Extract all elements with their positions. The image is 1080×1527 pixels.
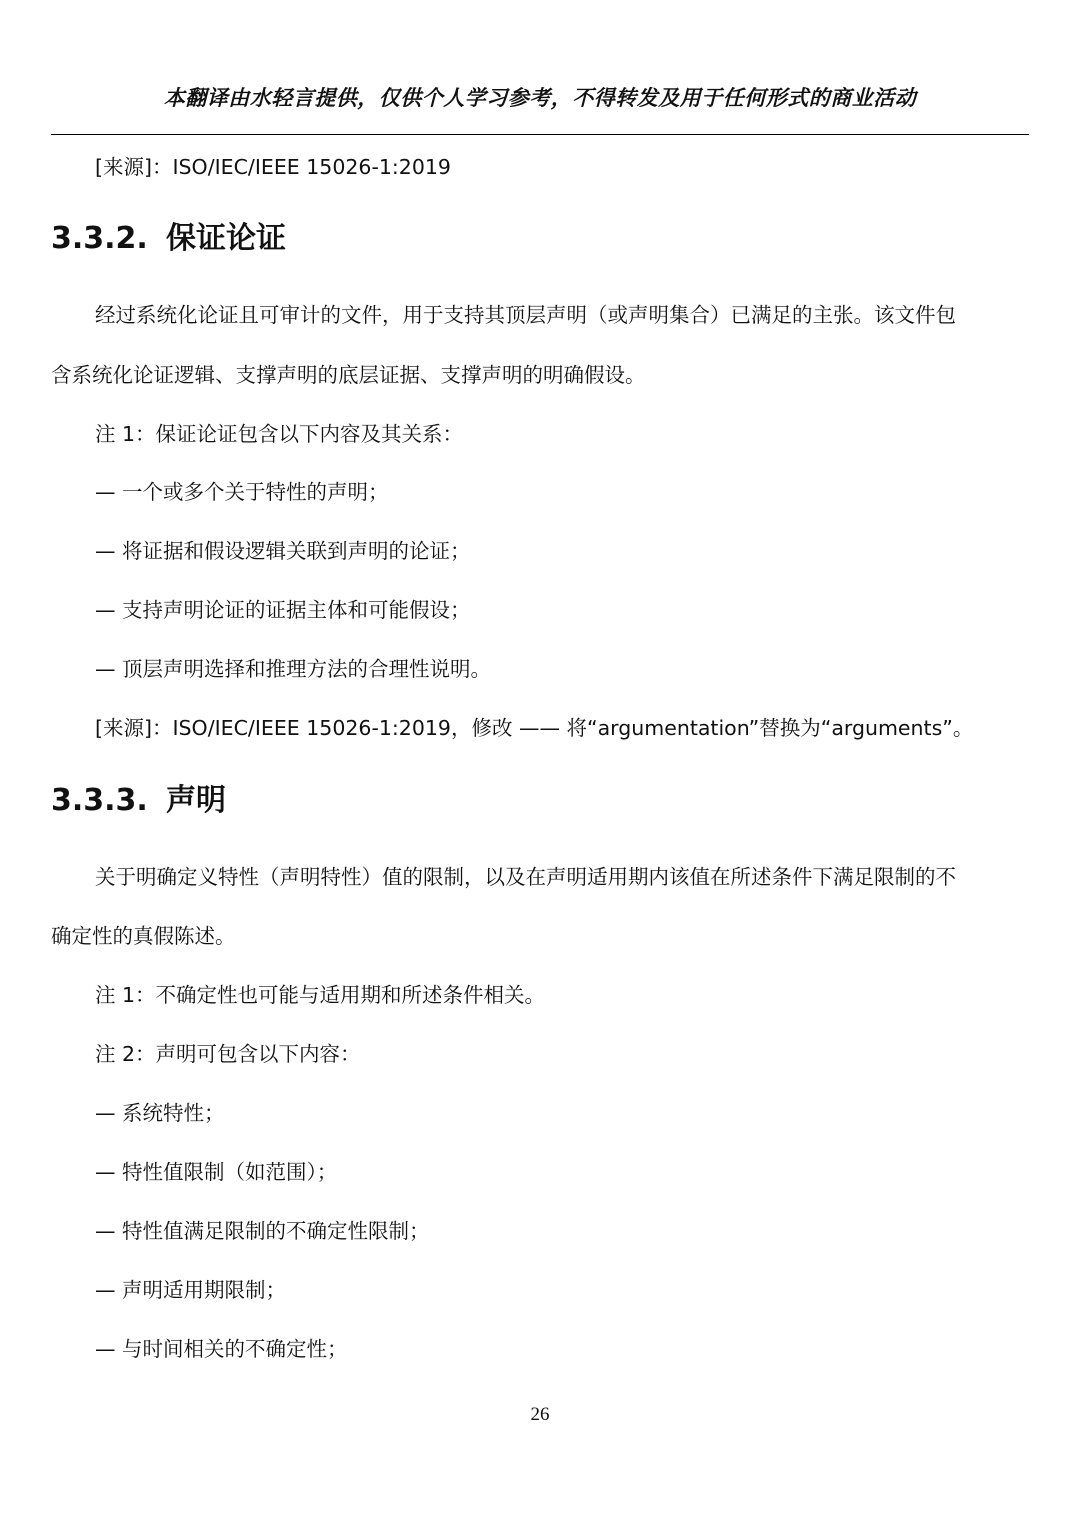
list-item: — 顶层声明选择和推理方法的合理性说明。 [95, 657, 492, 681]
section-heading-3-3-2 [51, 219, 286, 259]
source-reference: [来源]：ISO/IEC/IEEE 15026-1:2019 [95, 155, 451, 179]
definition-paragraph-line: 关于明确定义特性（声明特性）值的限制，以及在声明适用期内该值在所述条件下满足限制的不 [95, 865, 956, 889]
list-item: — 支持声明论证的证据主体和可能假设； [95, 598, 471, 622]
section-number: 3.3.3. [51, 783, 148, 818]
list-item: — 声明适用期限制； [95, 1278, 287, 1302]
list-item: — 与时间相关的不确定性； [95, 1337, 348, 1361]
note-text: 注 1：保证论证包含以下内容及其关系： [95, 422, 464, 446]
list-item: — 将证据和假设逻辑关联到声明的论证； [95, 539, 471, 563]
section-title: 保证论证 [166, 221, 286, 256]
list-item: — 系统特性； [95, 1101, 225, 1125]
list-item: — 特性值满足限制的不确定性限制； [95, 1219, 430, 1243]
section-number: 3.3.2. [51, 221, 148, 256]
header-divider [51, 134, 1029, 135]
section-title: 声明 [166, 783, 226, 818]
list-item: — 一个或多个关于特性的声明； [95, 480, 389, 504]
note-text: 注 1：不确定性也可能与适用期和所述条件相关。 [95, 983, 546, 1007]
list-item: — 特性值限制（如范围）； [95, 1160, 338, 1184]
note-text: 注 2：声明可包含以下内容： [95, 1042, 361, 1066]
definition-paragraph-line: 确定性的真假陈述。 [51, 924, 236, 948]
definition-paragraph-line: 含系统化论证逻辑、支撑声明的底层证据、支撑声明的明确假设。 [51, 363, 646, 387]
page-number: 26 [530, 1404, 550, 1425]
page-header: 本翻译由水轻言提供，仅供个人学习参考，不得转发及用于任何形式的商业活动 [163, 86, 917, 110]
section-heading-3-3-3 [51, 781, 226, 821]
definition-paragraph-line: 经过系统化论证且可审计的文件，用于支持其顶层声明（或声明集合）已满足的主张。该文件包 [95, 303, 956, 327]
source-reference: [来源]：ISO/IEC/IEEE 15026-1:2019，修改 —— 将“argumentation”替换为“arguments”。 [95, 716, 974, 740]
